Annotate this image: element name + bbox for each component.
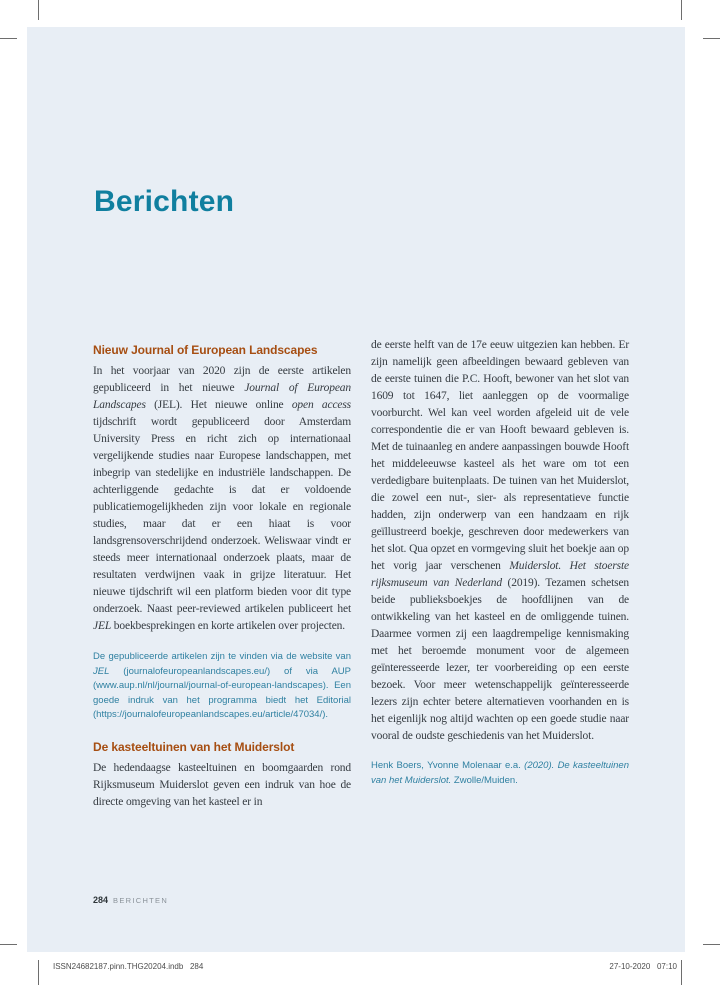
column-left — [93, 343, 351, 811]
slug-datetime: 27-10-2020 07:10 — [609, 962, 677, 971]
column-right — [371, 337, 629, 788]
article-1-heading: Nieuw Journal of European Landscapes — [93, 343, 318, 357]
article-2-continuation-paragraph: de eerste helft van de 17e eeuw uitgezien kan hebben. Er zijn namelijk geen afbeeldingen bewaard gebleven van de eerste tuinen die P.C. Hooft, bewoner van het slot van 1609 tot 1647, liet aanleggen op de voormalige voorburcht. Wel kan veel worden afgeleid uit de vele correspondentie die er van Hooft bewaard gebleven is. Met de tuinaanleg en andere aanpassingen bouwde Hooft het middeleeuwse kasteel als het ware om tot een verdedigbare buitenplaats. De tuinen van het Muiderslot, die zowel een nut-, sier- als representatieve functie hadden, zijn onderwerp van een handzaam en rijk geïllustreerd boekje, geschreven door medewerkers van het slot. Qua opzet en vormgeving sluit het boekje aan op het vorig jaar verschenen Muiderslot. Het stoerste rijksmuseum van Nederland (2019). Tezamen schetsen beide publieksboekjes de hoofdlijnen van de ontwikkeling van het kasteel en de omliggende tuinen. Daarmee vormen zij een laagdrempelige kennismaking met het beroemde monument voor de algemeen geïnteresseerde lezer, ter voorbereiding op een eerste bezoek. Voor meer wetenschappelijk geïnteresseerde lezers zijn echter betere alternatieven voorhanden en is het eigenlijk nog altijd wachten op een goede studie naar vooral de oudste geschiedenis van het Muiderslot. — [371, 339, 630, 742]
article-1-paragraph: In het voorjaar van 2020 zijn de eerste artikelen gepubliceerd in het nieuwe Journal of European Landscapes (JEL). Het nieuwe online open access tijdschrift wordt gepubliceerd door Amsterdam University Press en richt zich op internationaal vergelijkende studies naar Europese landschappen, met inbegrip van stedelijke en industriële landschappen. De achterliggende gedachte is dat er voldoende publicatiemogelijkheden zijn voor lokale en regionale studies, maar dat er een hiaat is voor landsgrensoverschrijdend onderzoek. Weliswaar vindt er steeds meer internationaal onderzoek plaats, maar de resultaten verdwijnen vaak in grijze literatuur. Het nieuwe tijdschrift wil een platform bieden voor dit type onderzoek. Naast peer-reviewed artikelen publiceert het JEL boekbesprekingen en korte artikelen over projecten. — [93, 365, 352, 632]
article-2-paragraph: De hedendaagse kasteeltuinen en boomgaarden rond Rijksmuseum Muiderslot geven een indruk van hoe de directe omgeving van het kasteel er in — [93, 761, 351, 808]
crop-mark-top-left-horizontal — [0, 38, 17, 39]
journal-page — [27, 27, 685, 952]
crop-mark-bottom-left-horizontal — [0, 944, 17, 945]
article-2-citation: Henk Boers, Yvonne Molenaar e.a. (2020). De kasteeltuinen van het Muiderslot. Zwolle/Muiden. — [371, 760, 629, 786]
article-2-heading: De kasteeltuinen van het Muiderslot — [93, 739, 295, 754]
page-number: 284 — [93, 895, 109, 905]
crop-mark-top-right-horizontal — [703, 38, 720, 39]
page-footer — [93, 890, 168, 908]
crop-mark-top-left-vertical — [38, 0, 39, 20]
article-1-link-note: De gepubliceerde artikelen zijn te vinden via de website van JEL (journalofeuropeanlandscapes.eu/) of via AUP (www.aup.nl/nl/journal/journal-of-european-landscapes). Een goede indruk van het programma biedt het Editorial (https://journalofeuropeanlandscapes.eu/article/47034/). — [93, 651, 351, 720]
slug-filename: ISSN24682187.pinn.THG20204.indb 284 — [53, 962, 204, 971]
crop-mark-bottom-right-horizontal — [703, 944, 720, 945]
page-title: Berichten — [94, 185, 235, 218]
crop-mark-top-right-vertical — [681, 0, 682, 20]
crop-mark-bottom-left-vertical — [38, 960, 39, 985]
section-label: BERICHTEN — [113, 896, 169, 905]
crop-mark-bottom-right-vertical — [681, 960, 682, 985]
